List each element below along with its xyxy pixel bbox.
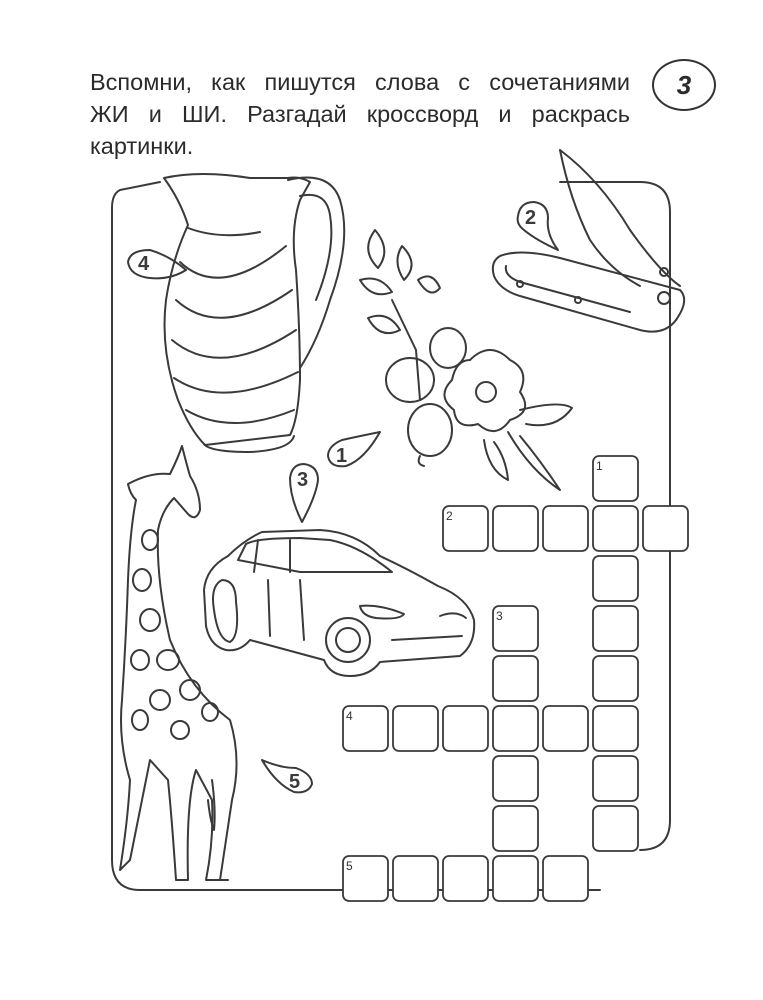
knife-picture <box>493 150 684 332</box>
crossword-cell[interactable] <box>643 506 688 551</box>
marker-number-4: 4 <box>138 253 150 275</box>
task-number-badge: 3 <box>652 59 716 111</box>
crossword-cell[interactable] <box>493 756 538 801</box>
crossword-cell[interactable] <box>543 856 588 901</box>
crossword-cell[interactable] <box>393 706 438 751</box>
crossword-cell[interactable] <box>543 506 588 551</box>
crossword-cell[interactable] <box>443 856 488 901</box>
marker-number-2: 2 <box>525 207 537 229</box>
giraffe-picture <box>120 446 237 880</box>
crossword-cell[interactable] <box>593 706 638 751</box>
crossword-cell[interactable] <box>493 706 538 751</box>
car-picture <box>204 530 474 676</box>
crossword-number-1: 1 <box>596 459 603 473</box>
marker-number-1: 1 <box>336 445 348 467</box>
marker-drop-2 <box>518 202 558 250</box>
crossword-number-3: 3 <box>496 609 503 623</box>
crossword-cell[interactable] <box>593 806 638 851</box>
crossword-number-4: 4 <box>346 709 353 723</box>
instruction-line-2: ЖИ и ШИ. Разгадай кроссворд и раскрась <box>90 101 630 127</box>
crossword-cell[interactable] <box>543 706 588 751</box>
crossword-cell[interactable] <box>393 856 438 901</box>
rosehip-picture <box>360 230 572 490</box>
crossword-cell[interactable] <box>493 856 538 901</box>
crossword-cell[interactable] <box>593 506 638 551</box>
marker-drop-5 <box>262 760 312 792</box>
instruction-line-1: Вспомни, как пишутся слова с сочетаниями <box>90 69 630 95</box>
crossword-cell[interactable] <box>593 656 638 701</box>
marker-number-3: 3 <box>297 469 309 491</box>
crossword-cell[interactable] <box>443 706 488 751</box>
jug-picture <box>164 174 344 452</box>
crossword-cell[interactable] <box>593 756 638 801</box>
crossword-number-2: 2 <box>446 509 453 523</box>
crossword-cell[interactable] <box>593 556 638 601</box>
crossword-cell[interactable] <box>493 506 538 551</box>
crossword-number-5: 5 <box>346 859 353 873</box>
crossword-cell[interactable] <box>493 656 538 701</box>
crossword-cell[interactable] <box>493 806 538 851</box>
crossword-cell[interactable] <box>593 606 638 651</box>
marker-number-5: 5 <box>289 771 301 793</box>
instruction-line-3: картинки. <box>90 133 194 159</box>
